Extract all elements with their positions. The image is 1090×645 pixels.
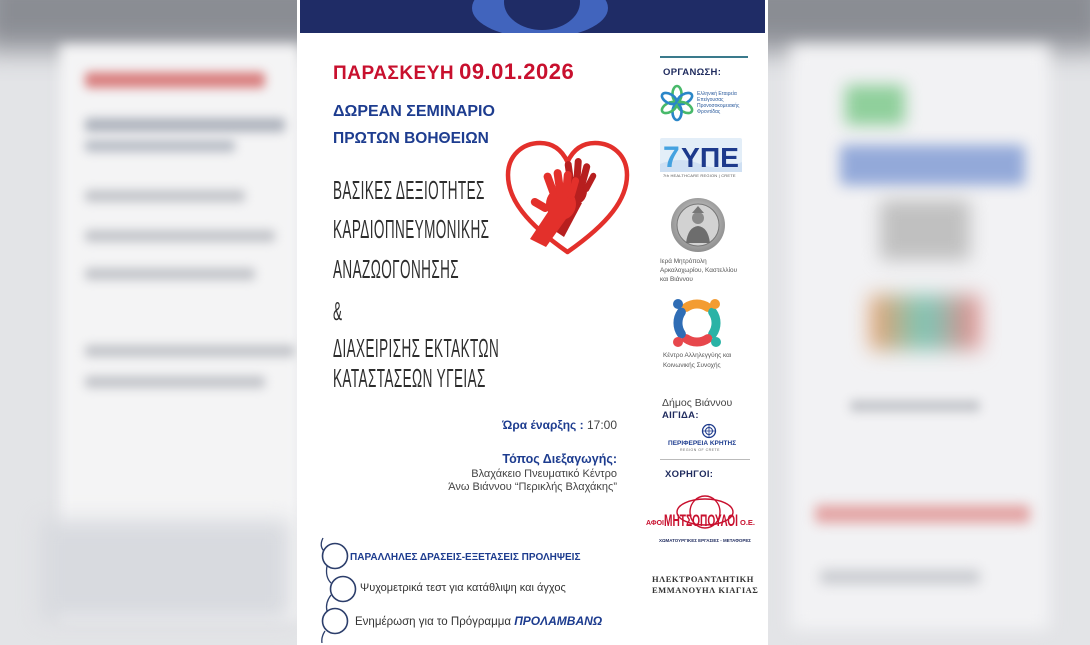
- event-day: ΠΑΡΑΣΚΕΥΗ: [333, 63, 455, 84]
- sponsor-1-name: ΜΗΤΣΟΠΟΥΛΟΙ: [664, 511, 738, 530]
- star-of-life-logo: [658, 84, 696, 122]
- organizer-3-line: Αρκαλοχωρίου, Καστελλίου: [660, 267, 738, 274]
- topic-line-3: ΑΝΑΖΩΟΓΟΝΗΣΗΣ: [333, 254, 460, 284]
- venue-line2: Άνω Βιάννου “Περικλής Βλαχάκης”: [448, 481, 617, 493]
- topic-line-5: ΔΙΑΧΕΙΡΙΣΗΣ ΕΚΤΑΚΤΩΝ: [333, 333, 500, 363]
- mitsopouloi-logo: [645, 493, 763, 549]
- auspices-subtitle: REGION OF CRETE: [680, 448, 720, 452]
- organizer-4-line: Κοινωνικής Συνοχής: [663, 362, 721, 369]
- activities-heading: ΠΑΡΑΛΛΗΛΕΣ ΔΡΑΣΕΙΣ-ΕΞΕΤΑΣΕΙΣ ΠΡΟΛΗΨΕΙΣ: [350, 552, 581, 563]
- organizer-1-line: Επείγουσας: [697, 97, 724, 103]
- topic-line-2: ΚΑΡΔΙΟΠΝΕΥΜΟΝΙΚΗΣ: [333, 214, 490, 244]
- auspices-label: ΑΙΓΙΔΑ:: [662, 410, 699, 421]
- sponsor-2-line2: ΕΜΜΑΝΟΥΗΛ ΚΙΑΓΙΑΣ: [652, 585, 759, 595]
- solidarity-people-logo: [667, 294, 727, 352]
- seminar-title-line2: ΠΡΩΤΩΝ ΒΟΗΘΕΙΩΝ: [333, 130, 489, 147]
- ype-logo: [660, 138, 742, 172]
- top-banner-decoration: [300, 0, 765, 33]
- crete-emblem: [700, 423, 718, 439]
- organizer-5-name: Δήμος Βιάννου: [662, 397, 733, 409]
- event-date-value: 09.01.2026: [459, 59, 575, 84]
- event-date: [333, 61, 574, 86]
- sponsor-1-subtitle: ΧΩΜΑΤΟΥΡΓΙΚΕΣ ΕΡΓΑΣΙΕΣ - ΜΕΤΑΦΟΡΕΣ: [659, 539, 758, 544]
- venue-label: Τόπος Διεξαγωγής:: [502, 452, 617, 466]
- organizer-4-line: Κέντρο Αλληλεγγύης και: [663, 352, 732, 359]
- topic-line-6: ΚΑΤΑΣΤΑΣΕΩΝ ΥΓΕΙΑΣ: [333, 363, 486, 393]
- heart-hands-icon: [504, 139, 631, 257]
- sponsors-label: ΧΟΡΗΓΟΙ:: [665, 469, 714, 480]
- start-time: [502, 419, 617, 431]
- seminar-poster: [297, 0, 768, 645]
- organizer-3-line: και Βιάννου: [660, 276, 693, 283]
- start-time-label: Ώρα έναρξης :: [502, 418, 584, 432]
- start-time-value: 17:00: [586, 418, 617, 432]
- sidebar-divider-top: [660, 56, 748, 58]
- metropolis-seal: [670, 197, 726, 253]
- ype-logo-text: ΥΠΕ: [681, 142, 739, 172]
- organizer-3-line: Ιερά Μητρόπολη: [660, 258, 707, 265]
- organizer-1-line: Φροντίδας: [697, 109, 721, 115]
- organizer-1-name: [697, 91, 739, 115]
- seminar-title-line1: ΔΩΡΕΑΝ ΣΕΜΙΝΑΡΙΟ: [333, 103, 495, 120]
- activity-item-2: [355, 615, 602, 629]
- organizer-2-subtitle: 7th HEALTHCARE REGION | CRETE: [663, 173, 736, 178]
- program-name: ΠΡΟΛΑΜΒΑΝΩ: [514, 614, 603, 628]
- sidebar-divider: [660, 459, 750, 460]
- sponsor-1-prefix: ΑΦΟΙ: [646, 520, 665, 527]
- auspices-name: ΠΕΡΙΦΕΡΕΙΑ ΚΡΗΤΗΣ: [668, 440, 737, 447]
- sponsor-2-line1: ΗΛΕΚΤΡΟΑΝΤΛΗΤΙΚΗ: [652, 574, 754, 584]
- organizer-4-name: [663, 351, 731, 371]
- organization-label: ΟΡΓΑΝΩΣΗ:: [663, 67, 722, 78]
- sponsor-1-suffix: Ο.Ε.: [740, 518, 756, 527]
- organizer-1-line: Προνοσοκομειακής: [697, 103, 740, 109]
- topic-line-1: ΒΑΣΙΚΕΣ ΔΕΞΙΟΤΗΤΕΣ: [333, 175, 485, 205]
- organizer-1-line: Ελληνική Εταιρεία: [697, 91, 737, 97]
- venue-line1: Βλαχάκειο Πνευματικό Κέντρο: [471, 468, 617, 480]
- topic-ampersand: &: [333, 296, 343, 326]
- activity-item-1: Ψυχομετρικά τεστ για κατάθλιψη και άγχος: [360, 582, 566, 594]
- organizer-3-name: [660, 257, 737, 284]
- activity-item-2-text: Ενημέρωση για το Πρόγραμμα: [355, 616, 511, 628]
- ype-logo-number: 7: [663, 141, 680, 172]
